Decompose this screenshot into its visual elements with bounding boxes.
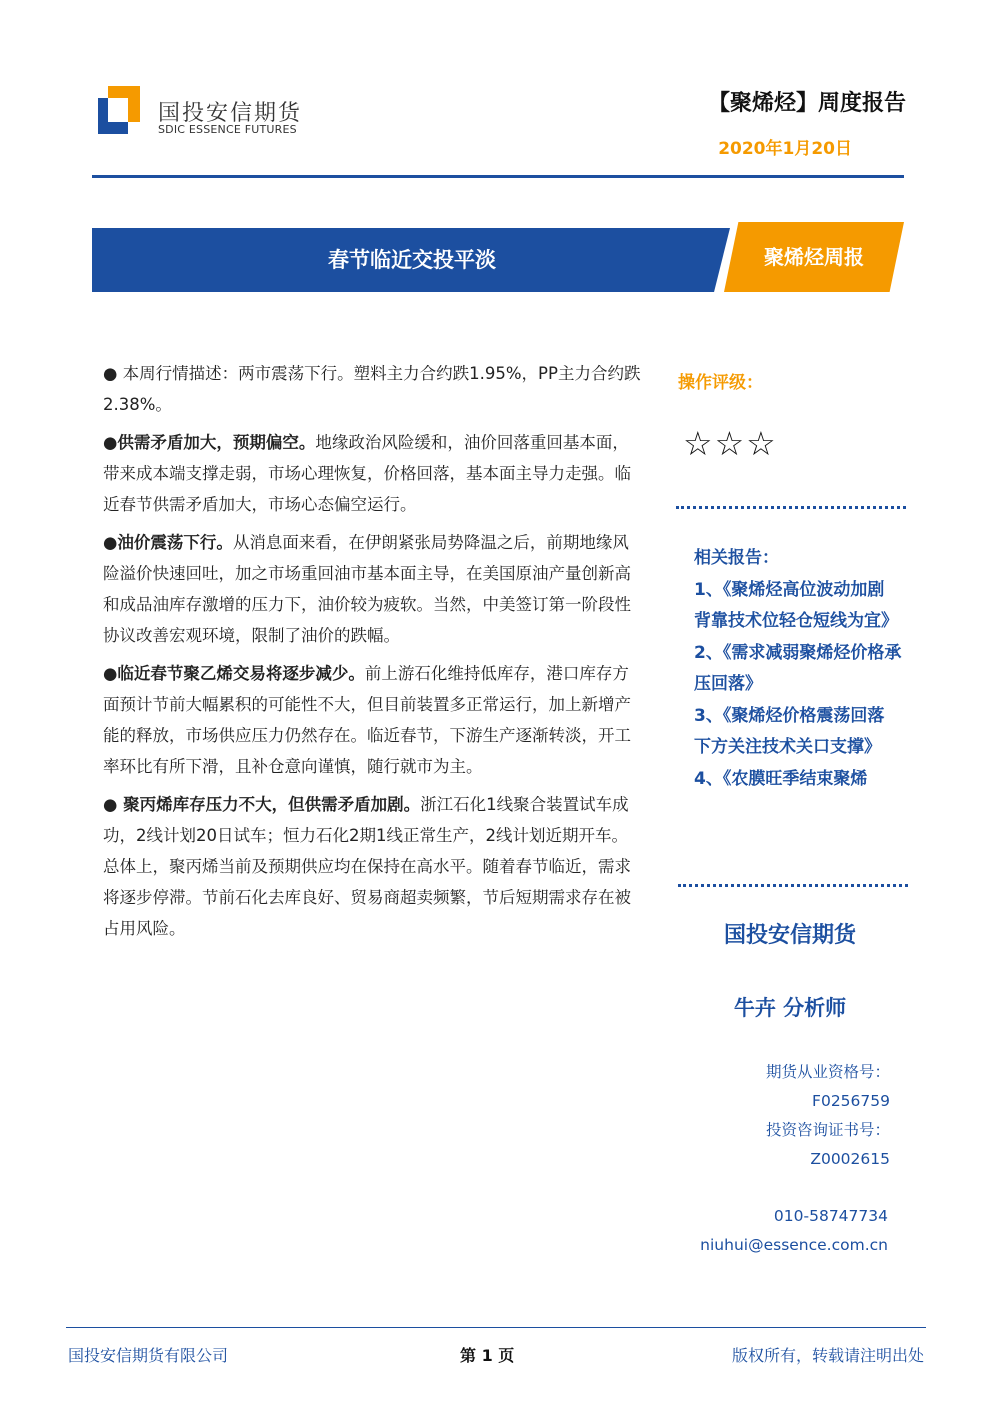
consult-number: Z0002615 <box>810 1150 890 1168</box>
logo-name-cn: 国投安信期货 <box>158 101 303 126</box>
sidebar-divider <box>676 506 906 509</box>
paragraph-lead: ● 聚丙烯库存压力不大，但供需矛盾加剧。 <box>103 795 421 814</box>
report-tag-text: 聚烯烃周报 <box>764 245 864 269</box>
paragraph-lead: ●油价震荡下行。 <box>103 533 233 552</box>
report-date: 2020年1月20日 <box>718 139 852 159</box>
related-report-link[interactable]: 2、《需求减弱聚烯烃价格承压回落》 <box>694 642 902 694</box>
analyst-name: 牛卉 分析师 <box>733 996 847 1020</box>
phone-number: 010-58747734 <box>773 1207 888 1225</box>
license-label: 期货从业资格号： <box>765 1063 890 1081</box>
footer-company: 国投安信期货有限公司 <box>68 1346 229 1365</box>
headline-text: 春节临近交投平淡 <box>328 248 496 272</box>
sidebar-divider <box>678 884 908 887</box>
related-reports-title: 相关报告： <box>694 548 779 568</box>
company-name: 国投安信期货 <box>723 923 856 948</box>
paragraph-supply-demand <box>103 427 641 520</box>
paragraph-oil-price <box>103 527 641 651</box>
paragraph-polyethylene <box>103 658 641 782</box>
paragraph-market-summary <box>103 358 641 420</box>
related-report-link[interactable]: 1、《聚烯烃高位波动加剧 背靠技术位轻仓短线为宜》 <box>694 579 898 631</box>
header-divider <box>92 175 904 178</box>
consult-label: 投资咨询证书号： <box>765 1121 890 1139</box>
related-report-link[interactable]: 4、《农膜旺季结束聚烯 <box>694 768 868 789</box>
rating-stars-icon: ☆☆☆ <box>683 424 778 463</box>
paragraph-polypropylene <box>103 789 641 944</box>
analyst-credentials <box>660 1058 890 1174</box>
paragraph-text: ● 本周行情描述：两市震荡下行。塑料主力合约跌1.95%，PP主力合约跌2.38%。 <box>103 364 641 414</box>
paragraph-text: 从消息面来看，在伊朗紧张局势降温之后，前期地缘风险溢价快速回吐，加之市场重回油市基本面主导，在美国原油产量创新高和成品油库存激增的压力下，油价较为疲软。当然，中美签订第一阶段性协议改善宏观环境，限制了油价的跌幅。 <box>103 533 631 645</box>
related-reports <box>694 543 904 795</box>
analyst-contact <box>660 1202 888 1260</box>
main-content <box>103 358 641 951</box>
paragraph-lead: ●临近春节聚乙烯交易将逐步减少。 <box>103 664 365 683</box>
paragraph-text: 地缘政治风险缓和，油价回落重回基本面，带来成本端支撑走弱，市场心理恢复，价格回落，基本面主导力走强。临近春节供需矛盾加大，市场心态偏空运行。 <box>103 433 631 514</box>
paragraph-text: 前上游石化维持低库存，港口库存方面预计节前大幅累积的可能性不大，但目前装置多正常运行，加上新增产能的释放，市场供应压力仍然存在。临近春节，下游生产逐渐转淡，开工率环比有所下滑，且补仓意向谨慎，随行就市为主。 <box>103 664 631 776</box>
report-title: 【聚烯烃】周度报告 <box>707 91 906 116</box>
license-number: F0256759 <box>812 1092 890 1110</box>
footer-divider <box>66 1327 926 1328</box>
paragraph-lead: ●供需矛盾加大，预期偏空。 <box>103 433 316 452</box>
logo-name-en: SDIC ESSENCE FUTURES <box>158 123 297 136</box>
rating-label: 操作评级： <box>678 373 763 393</box>
related-report-link[interactable]: 3、《聚烯烃价格震荡回落 下方关注技术关口支撑》 <box>694 705 885 757</box>
company-logo <box>98 86 140 134</box>
paragraph-text: 浙江石化1线聚合装置试车成功，2线计划20日试车；恒力石化2期1线正常生产，2线计划近期开车。总体上，聚丙烯当前及预期供应均在保持在高水平。随着春节临近，需求将逐步停滞。节前石化去库良好、贸易商超卖频繁，节后短期需求存在被占用风险。 <box>103 795 631 938</box>
page-number: 第 1 页 <box>460 1346 515 1365</box>
copyright-notice: 版权所有，转载请注明出处 <box>731 1346 924 1365</box>
email-link[interactable]: niuhui@essence.com.cn <box>700 1236 888 1254</box>
